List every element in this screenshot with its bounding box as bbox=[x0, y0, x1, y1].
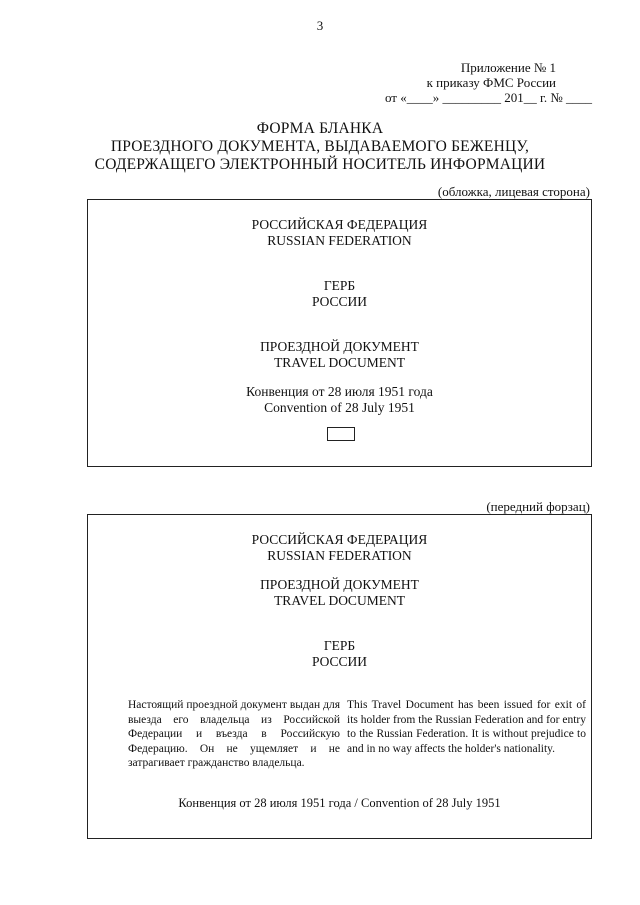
appendix-reference bbox=[384, 60, 592, 105]
title-line-3: СОДЕРЖАЩЕГО ЭЛЕКТРОННЫЙ НОСИТЕЛЬ ИНФОРМАЦИИ bbox=[94, 156, 546, 173]
endpaper-caption: (передний форзац) bbox=[486, 499, 590, 514]
cover-caption: (обложка, лицевая сторона) bbox=[437, 184, 590, 199]
cover-convention-en: Convention of 28 July 1951 bbox=[264, 400, 415, 415]
document-title bbox=[90, 120, 550, 174]
title-line-2: ПРОЕЗДНОГО ДОКУМЕНТА, ВЫДАВАЕМОГО БЕЖЕНЦУ, bbox=[110, 138, 530, 155]
cover-doc-ru: ПРОЕЗДНОЙ ДОКУМЕНТ bbox=[260, 339, 419, 354]
endpaper-convention: Конвенция от 28 июля 1951 года / Convention of 28 July 1951 bbox=[178, 796, 501, 810]
chip-symbol bbox=[327, 427, 355, 441]
cover-doc-block bbox=[88, 339, 591, 371]
cover-doc-en: TRAVEL DOCUMENT bbox=[274, 355, 405, 370]
page-number: 3 bbox=[316, 18, 324, 33]
endpaper-country-en: RUSSIAN FEDERATION bbox=[267, 548, 412, 563]
appendix-line-2: к приказу ФМС России bbox=[426, 75, 556, 90]
endpaper-text-ru: Настоящий проездной документ выдан для выезда его владельца из Российской Федерации и въезда в Российскую Федерацию. Он не ущемляет и не затрагивает гражданство владельца. bbox=[128, 699, 340, 769]
cover-convention-ru: Конвенция от 28 июля 1951 года bbox=[246, 384, 433, 399]
appendix-line-1: Приложение № 1 bbox=[460, 60, 556, 75]
endpaper-text-en: This Travel Document has been issued for exit of its holder from the Russian Federation and for entry to the Russian Federation. It is without prejudice to and in no way affects the holder's nationality. bbox=[347, 699, 586, 755]
endpaper-emblem-line-2: РОССИИ bbox=[311, 654, 368, 669]
cover-emblem-line-1: ГЕРБ bbox=[323, 278, 356, 293]
cover-country-block bbox=[88, 217, 591, 249]
cover-convention-block bbox=[88, 384, 591, 416]
cover-front-box bbox=[87, 199, 592, 467]
cover-emblem-line-2: РОССИИ bbox=[311, 294, 368, 309]
front-endpaper-box bbox=[87, 514, 592, 839]
endpaper-emblem-line-1: ГЕРБ bbox=[323, 638, 356, 653]
endpaper-country-ru: РОССИЙСКАЯ ФЕДЕРАЦИЯ bbox=[251, 532, 428, 547]
endpaper-emblem-block bbox=[88, 638, 591, 670]
cover-emblem-block bbox=[88, 278, 591, 310]
appendix-line-3: от «____» _________ 201__ г. № ____ bbox=[384, 90, 592, 105]
cover-country-en: RUSSIAN FEDERATION bbox=[267, 233, 412, 248]
endpaper-country-block bbox=[88, 532, 591, 564]
endpaper-doc-ru: ПРОЕЗДНОЙ ДОКУМЕНТ bbox=[260, 577, 419, 592]
endpaper-doc-en: TRAVEL DOCUMENT bbox=[274, 593, 405, 608]
title-line-1: ФОРМА БЛАНКА bbox=[256, 120, 384, 137]
endpaper-doc-block bbox=[88, 577, 591, 609]
cover-country-ru: РОССИЙСКАЯ ФЕДЕРАЦИЯ bbox=[251, 217, 428, 232]
